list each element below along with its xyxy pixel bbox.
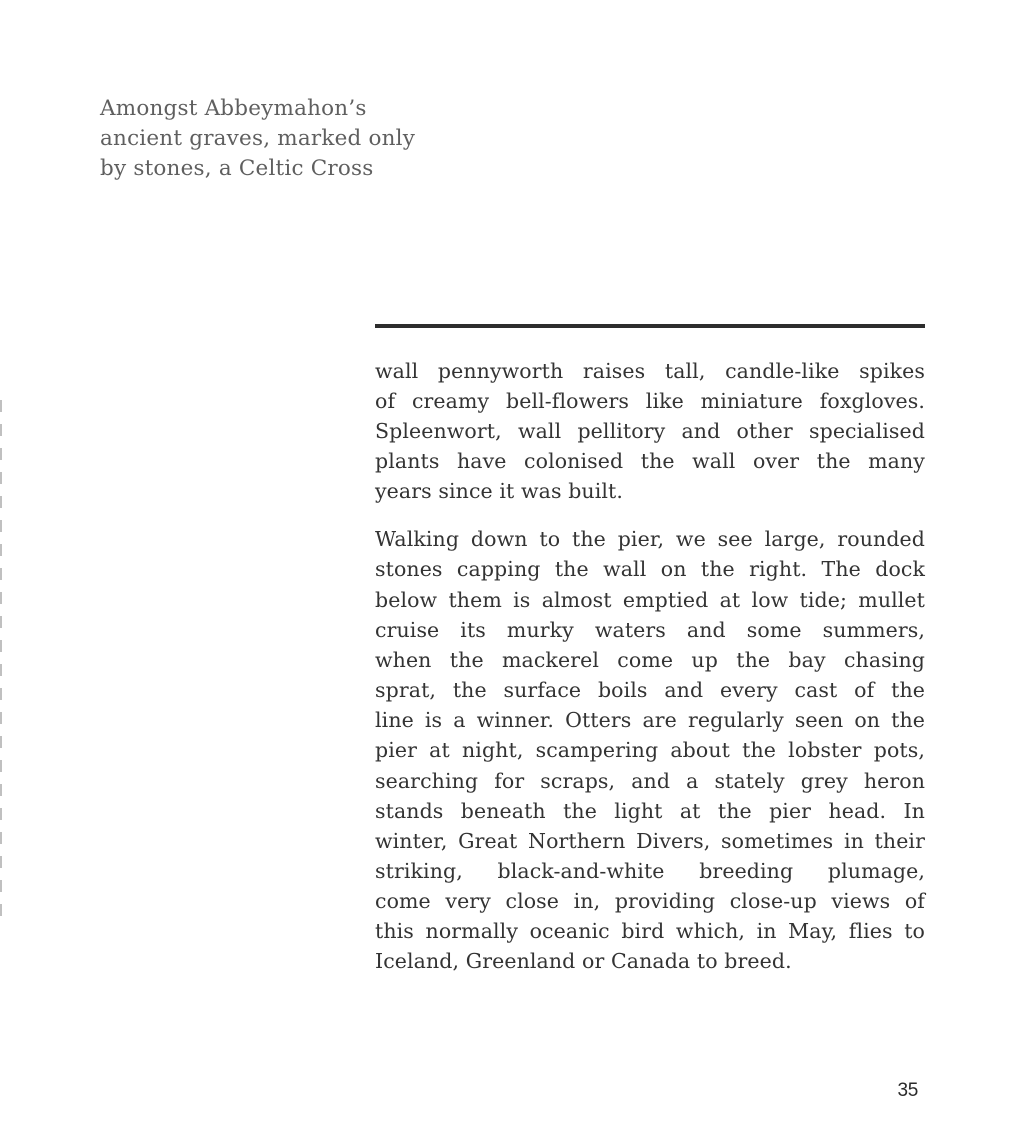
- text-line: when the mackerel come up the bay chasing: [375, 647, 925, 672]
- text-line: Spleenwort, wall pellitory and other specialised: [375, 418, 925, 443]
- text-line: stones capping the wall on the right. The dock: [375, 557, 925, 582]
- caption-line: Amongst Abbeymahon’s: [100, 96, 367, 121]
- text-line: stands beneath the light at the pier head. In: [375, 798, 925, 823]
- text-line: Walking down to the pier, we see large, rounded: [375, 527, 925, 552]
- page-number: 35: [897, 1080, 918, 1101]
- text-line: below them is almost emptied at low tide; mullet: [375, 587, 925, 612]
- text-line: striking, black-and-white breeding plumage,: [375, 859, 925, 883]
- body-paragraph-2: [375, 524, 925, 976]
- caption-line: ancient graves, marked only: [100, 126, 416, 151]
- scan-edge-artifact: [0, 400, 2, 920]
- text-line: years since it was built.: [375, 479, 623, 504]
- text-line: pier at night, scampering about the lobster pots,: [375, 738, 925, 763]
- text-line: winter, Great Northern Divers, sometimes in their: [375, 828, 925, 853]
- text-line: of creamy bell-flowers like miniature foxgloves.: [375, 388, 925, 413]
- text-line: Iceland, Greenland or Canada to breed.: [375, 949, 792, 974]
- text-line: line is a winner. Otters are regularly seen on the: [375, 708, 925, 733]
- text-line: sprat, the surface boils and every cast of the: [375, 678, 925, 703]
- text-line: plants have colonised the wall over the many: [375, 448, 925, 473]
- body-paragraph-1: [375, 356, 925, 507]
- text-line: searching for scraps, and a stately grey heron: [375, 768, 925, 793]
- caption-line: by stones, a Celtic Cross: [100, 156, 374, 181]
- text-line: come very close in, providing close-up views of: [375, 889, 925, 914]
- text-line: wall pennyworth raises tall, candle-like spikes: [375, 358, 925, 383]
- text-line: cruise its murky waters and some summers,: [375, 617, 925, 642]
- text-column: [375, 324, 925, 977]
- photo-caption: [100, 94, 415, 184]
- text-line: this normally oceanic bird which, in May, flies to: [375, 919, 925, 944]
- section-rule: [375, 324, 925, 328]
